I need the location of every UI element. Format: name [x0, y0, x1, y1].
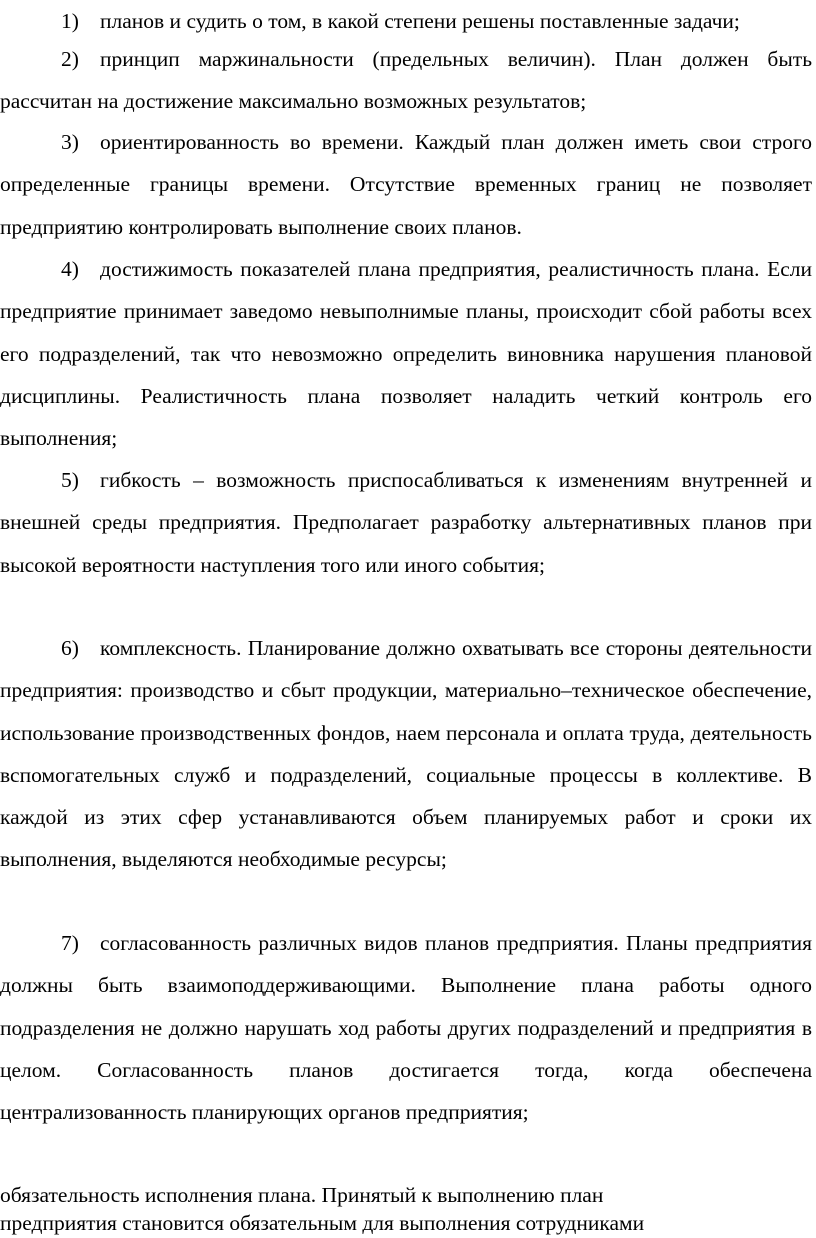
- list-item-text: ориентированность во времени. Каждый план должен иметь свои строго определенные границы времени. Отсутствие временных границ не позволяет предприятию контролировать выполнение своих планов.: [0, 130, 812, 239]
- list-item-text: гибкость – возможность приспосабливаться к изменениям внутренней и внешней среды предприятия. Предполагает разработку альтернативных планов при высокой вероятности наступления того или иного события;: [0, 468, 812, 577]
- trailing-paragraph: [0, 1181, 812, 1237]
- list-item-4: [0, 248, 816, 459]
- list-item-text: принцип маржинальности (предельных величин). План должен быть рассчитан на достижение максимально возможных результатов;: [0, 47, 812, 114]
- list-item-2: [0, 38, 816, 123]
- list-item-6: [0, 627, 816, 881]
- list-item-text: согласованность различных видов планов предприятия. Планы предприятия должны быть взаимоподдерживающими. Выполнение плана работы одного подразделения не должно нарушать ход работы других подразделений и предприятия в целом. Согласованность планов достигается тогда, когда обеспечена централизованность планирующих органов предприятия;: [0, 931, 812, 1125]
- trailing-line-2: предприятия становится обязательным для выполнения сотрудниками: [0, 1211, 645, 1235]
- list-item-text: планов и судить о том, в какой степени решены поставленные задачи;: [100, 9, 740, 33]
- list-item-5: [0, 459, 816, 586]
- list-item-3: [0, 121, 816, 248]
- list-number: 1): [61, 9, 79, 33]
- list-number: 5): [61, 468, 79, 492]
- list-number: 6): [61, 636, 79, 660]
- list-number: 7): [61, 931, 79, 955]
- list-item-1: [0, 0, 816, 42]
- list-item-text: комплексность. Планирование должно охватывать все стороны деятельности предприятия: производство и сбыт продукции, материально–техническое обеспечение, использование производственных фондов, наем персонала и оплата труда, деятельность вспомогательных служб и подразделений, социальные процессы в коллективе. В каждой из этих сфер устанавливаются объем планируемых работ и сроки их выполнения, выделяются необходимые ресурсы;: [0, 636, 812, 872]
- list-number: 4): [61, 257, 79, 281]
- trailing-line-1: обязательность исполнения плана. Принятый к выполнению план: [0, 1183, 604, 1207]
- list-number: 3): [61, 130, 79, 154]
- list-item-text: достижимость показателей плана предприятия, реалистичность плана. Если предприятие принимает заведомо невыполнимые планы, происходит сбой работы всех его подразделений, так что невозможно определить виновника нарушения плановой дисциплины. Реалистичность плана позволяет наладить четкий контроль его выполнения;: [0, 257, 812, 451]
- list-number: 2): [61, 47, 79, 71]
- list-item-7: [0, 922, 816, 1133]
